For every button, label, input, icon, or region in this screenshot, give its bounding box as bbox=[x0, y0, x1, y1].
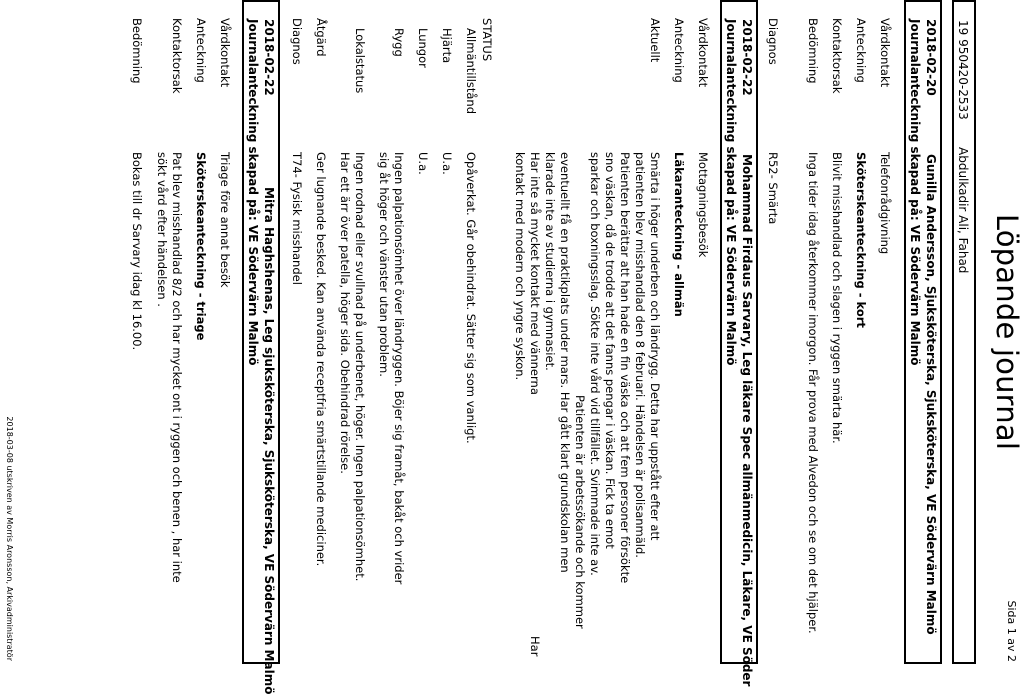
field-label: Vårdkontakt bbox=[696, 18, 710, 88]
field-label: Aktuellt bbox=[648, 18, 662, 63]
field-label: Allmäntillstånd bbox=[464, 28, 478, 115]
entry-created-at: Journalanteckning skapad på: VE Södervärn Malmö bbox=[724, 19, 738, 366]
print-footer: 2018-03-08 utskriven av Morris Aronsson, Arkivadministratör bbox=[5, 416, 14, 661]
entry-header bbox=[720, 0, 758, 687]
document-title: Löpande journal bbox=[990, 213, 1024, 451]
field-label: Åtgärd bbox=[314, 18, 328, 57]
field-value: T74- Fysisk misshandel bbox=[290, 152, 304, 285]
patient-name: Abdulkadir Ali, Fahad bbox=[956, 147, 970, 274]
field-value-line: sno väskan, då de trodde att det fanns pengar i väskan. Fick ta emot bbox=[603, 152, 617, 549]
field-value-line: Har inte så mycket kontakt med vännerna bbox=[528, 152, 542, 395]
field-value: Blivit misshandlad och slagen i ryggen smärta här. bbox=[830, 152, 844, 444]
field-label: Lokalstatus bbox=[353, 28, 367, 94]
field-value-line: sökt vård efter händelsen . bbox=[155, 152, 169, 307]
field-value: Inga tider idag återkommer imorgon. Får prova med Alvedon och se om det hjälper. bbox=[806, 152, 820, 634]
field-value-line: sparkar och boxningsslag. Sökte inte vård vid tillfället. Svimmade inte av. bbox=[588, 152, 602, 576]
field-label: Bedömning bbox=[806, 18, 820, 84]
page-number: Sida 1 av 2 bbox=[1005, 600, 1018, 662]
field-value: U.a. bbox=[440, 152, 454, 175]
field-value: Opåverkat. Går obehindrat. Sätter sig som vanligt. bbox=[464, 152, 478, 444]
field-value-line: Patienten är arbetssökande och kommer bbox=[573, 395, 587, 629]
field-value: Telefonrådgivning bbox=[878, 152, 892, 255]
field-label: Kontaktorsak bbox=[170, 18, 184, 94]
entry-date: 2018-02-22 bbox=[262, 19, 276, 96]
field-value-line: Ingen rodnad eller svullnad på underbenet, höger. Ingen palpationsömhet. bbox=[353, 152, 367, 582]
patient-bar bbox=[952, 0, 976, 664]
field-label: Anteckning bbox=[854, 18, 868, 83]
entry-header bbox=[904, 0, 942, 664]
field-label: Lungor bbox=[416, 28, 430, 68]
field-value-line: Pat blev misshandlad 8/2 och har mycket ont i ryggen och benen , har inte bbox=[170, 152, 184, 583]
entry-header bbox=[242, 0, 280, 694]
field-value-line: eventuellt få en praktikplats under mars. Har gått klart grundskolan men bbox=[558, 152, 572, 573]
field-value: Ger lugnande besked. Kan använda receptfria smärtstillande mediciner. bbox=[314, 152, 328, 567]
field-value: Bokas till dr Sarvary idag kl 16.00. bbox=[130, 152, 144, 351]
field-value: Läkaranteckning - allmän bbox=[672, 152, 686, 317]
patient-personal-number: 19 950420-2533 bbox=[956, 20, 970, 120]
field-label: Diagnos bbox=[766, 18, 780, 65]
field-value-line: patienten blev misshandlad den 8 februari. Händelsen är polisanmäld. bbox=[633, 152, 647, 558]
entry-author: Gunilla Andersson, Sjuksköterska, Sjuksköterska, VE Södervärn Malmö bbox=[924, 154, 938, 635]
field-label: Anteckning bbox=[672, 18, 686, 83]
field-label: Hjärta bbox=[440, 28, 454, 64]
field-value-line: Patienten berättar att han hade en fin väska och att fem personer försökte bbox=[618, 152, 632, 584]
entry-created-at: Journalanteckning skapad på: VE Södervärn Malmö bbox=[246, 19, 260, 366]
field-value-line: sig åt höger och vänster utan problem. bbox=[377, 152, 391, 377]
field-value-line: klarade inte av studierna i gymnasiet. bbox=[543, 152, 557, 371]
field-value-line: Har ett ärr över patella, höger sida. Obehindrad rörelse. bbox=[338, 152, 352, 474]
field-value: U.a. bbox=[416, 152, 430, 175]
field-label: Diagnos bbox=[290, 18, 304, 65]
field-value-line: Ingen palpationsömhet över ländryggen. Böjer sig framåt, bakåt och vrider bbox=[392, 152, 406, 585]
field-value-line: kontakt med modern och yngre syskon. bbox=[513, 152, 527, 381]
field-label: Vårdkontakt bbox=[218, 18, 232, 88]
entry-date: 2018-02-20 bbox=[924, 19, 938, 96]
field-label: Vårdkontakt bbox=[878, 18, 892, 88]
entry-author: Mitra Haghshenas, Leg sjuksköterska, Sjuksköterska, VE Södervärn Malmö bbox=[262, 187, 276, 694]
field-value: R52- Smärta bbox=[766, 152, 780, 225]
field-label: Anteckning bbox=[194, 18, 208, 83]
field-value: Sköterskeanteckning - kort bbox=[854, 152, 868, 328]
field-value: Triage före annat besök bbox=[218, 152, 232, 288]
field-label: Bedömning bbox=[130, 18, 144, 84]
entry-date: 2018-02-22 bbox=[740, 19, 754, 96]
field-value: Mottagningsbesök bbox=[696, 152, 710, 258]
field-value-word: Har bbox=[528, 636, 542, 657]
status-heading: STATUS bbox=[480, 18, 494, 62]
field-label: Kontaktorsak bbox=[830, 18, 844, 94]
entry-created-at: Journalanteckning skapad på: VE Södervärn Malmö bbox=[908, 19, 922, 366]
field-value-line: Smärta i höger underben och ländrygg. Detta har uppstått efter att bbox=[648, 152, 662, 541]
field-label: Rygg bbox=[392, 28, 406, 57]
field-value: Sköterskeanteckning - triage bbox=[194, 152, 208, 341]
entry-author: Mohammad Firdaus Sarvary, Leg läkare Spec allmänmedicin, Läkare, VE Söder bbox=[740, 154, 754, 687]
